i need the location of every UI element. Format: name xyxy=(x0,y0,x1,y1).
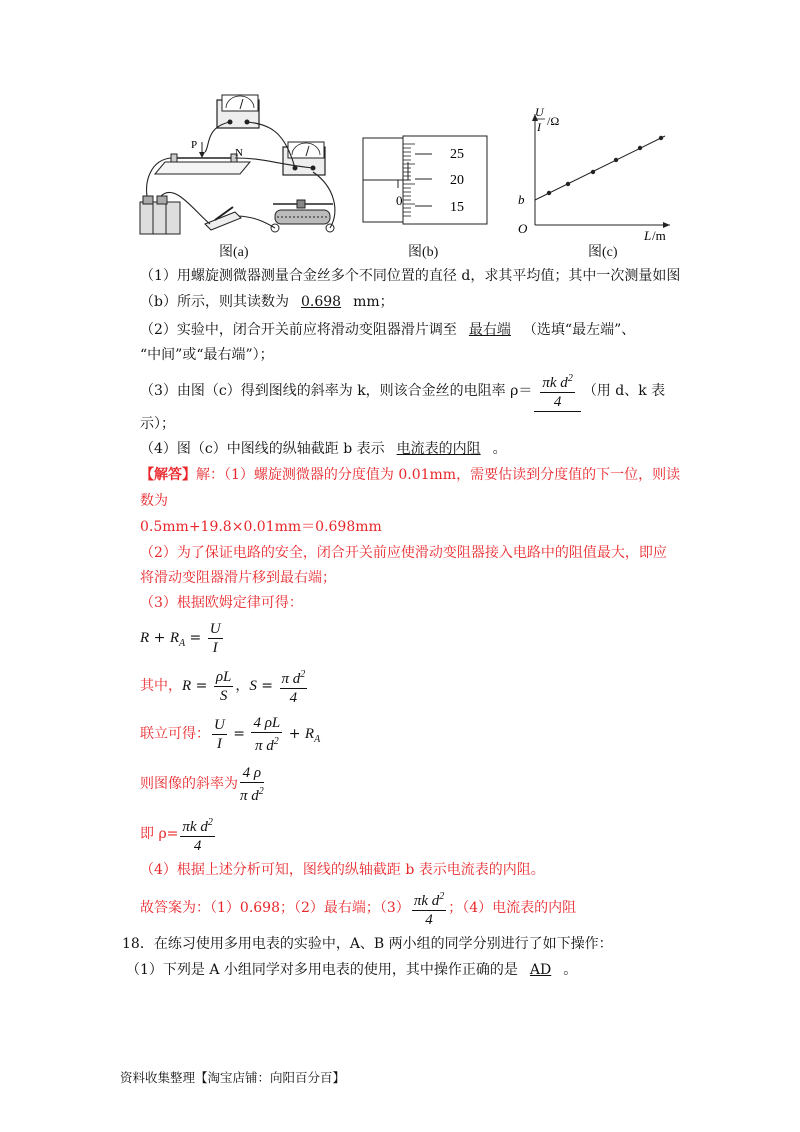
q2-line1: （2）实验中，闭合开关前应将滑动变阻器滑片调至 最右端 （选填“最左端”、 xyxy=(140,322,636,338)
tick-0: 0 xyxy=(396,193,403,208)
q18-title: 18．在练习使用多用电表的实验中，A、B 两小组的同学分别进行了如下操作： xyxy=(122,936,613,952)
solution-s4: （4）根据上述分析可知，图线的纵轴截距 b 表示电流表的内阻。 xyxy=(140,862,545,878)
q3-line2: 示）； xyxy=(140,416,175,432)
q3-answer-formula: $\frac{\pi k d^2}{4}$ xyxy=(534,370,580,412)
eq-where: 其中，R = $\frac{\rho L}{S}$ ，S = $\frac{\pi d^2}{4}$ xyxy=(140,664,309,708)
final-answer: 故答案为：（1）0.698；（2）最右端；（3） $\frac{\pi k d^2}{4}$ ；（4）电流表的内阻 xyxy=(140,886,576,930)
solution-tag: 【解答】 xyxy=(140,467,196,483)
xlabel-unit: /m xyxy=(652,228,666,243)
solution-line1: 【解答】解：（1）螺旋测微器的分度值为 0.01mm，需要估读到分度值的下一位，则读 xyxy=(140,467,681,483)
q2-answer: 最右端 xyxy=(468,322,511,338)
caption-a: 图(a) xyxy=(219,245,249,260)
ylabel-u: U xyxy=(535,105,544,119)
figure-a-circuit xyxy=(135,92,345,242)
label-p: P xyxy=(191,139,198,151)
solution-s3: （3）根据欧姆定律可得： xyxy=(140,595,303,611)
q1-line2: （b）所示，则其读数为 0.698 mm； xyxy=(140,294,394,310)
q18-sub1: （1）下列是 A 小组同学对多用电表的使用，其中操作正确的是 AD 。 xyxy=(126,962,578,978)
ylabel-unit: /Ω xyxy=(547,114,560,128)
q4-answer: 电流表的内阻 xyxy=(396,441,481,457)
ylabel-i: I xyxy=(537,120,541,134)
ammeter-icon xyxy=(283,142,325,175)
tick-15: 15 xyxy=(450,200,464,215)
solution-s2b: 将滑动变阻器滑片移到最右端； xyxy=(140,570,336,586)
q2-line2: “中间”或“最右端”）； xyxy=(140,347,274,363)
origin-o: O xyxy=(518,221,528,236)
q4-line: （4）图（c）中图线的纵轴截距 b 表示 电流表的内阻 。 xyxy=(140,441,507,457)
q1-line1: （1）用螺旋测微器测量合金丝多个不同位置的直径 d，求其平均值；其中一次测量如图 xyxy=(140,268,681,284)
figure-b-micrometer xyxy=(360,134,490,226)
rheostat-icon xyxy=(271,200,334,232)
eq-slope: 则图像的斜率为 $\frac{4 \rho}{\pi d^2}$ xyxy=(140,764,264,804)
q18-sub1-answer: AD xyxy=(529,962,552,978)
caption-b: 图(b) xyxy=(408,245,439,260)
q1-answer: 0.698 xyxy=(300,294,342,310)
footer-note: 资料收集整理【淘宝店铺：向阳百分百】 xyxy=(120,1070,346,1085)
figure-c-graph xyxy=(510,100,680,245)
tick-25: 25 xyxy=(450,147,464,162)
caption-c: 图(c) xyxy=(588,245,618,260)
solution-s2a: （2）为了保证电路的安全，闭合开关前应使滑动变阻器接入电路中的阻值最大，即应 xyxy=(140,545,667,561)
eq-rho: 即 ρ= $\frac{\pi k d^2}{4}$ xyxy=(140,812,217,856)
switch-icon xyxy=(205,207,241,230)
solution-line3: 0.5mm+19.8×0.01mm＝0.698mm xyxy=(140,519,382,535)
eq-combine: 联立可得： $\frac{U}{I}$ = $\frac{4 \rho L}{\pi d^2}$ + $R_A$ xyxy=(140,714,321,754)
label-n: N xyxy=(235,147,243,159)
xlabel-l: L xyxy=(644,228,652,243)
eq-ohm: $R + R_A$ = $\frac{U}{I}$ xyxy=(140,620,221,656)
solution-line2: 数为 xyxy=(140,493,168,509)
battery-icon xyxy=(140,196,180,234)
intercept-b: b xyxy=(518,192,525,207)
tick-20: 20 xyxy=(450,173,464,188)
q3-line1: （3）由图（c）得到图线的斜率为 k，则该合金丝的电阻率 ρ＝ $\frac{\pi k d^2}{4}$ （用 d、k 表 xyxy=(140,370,665,412)
